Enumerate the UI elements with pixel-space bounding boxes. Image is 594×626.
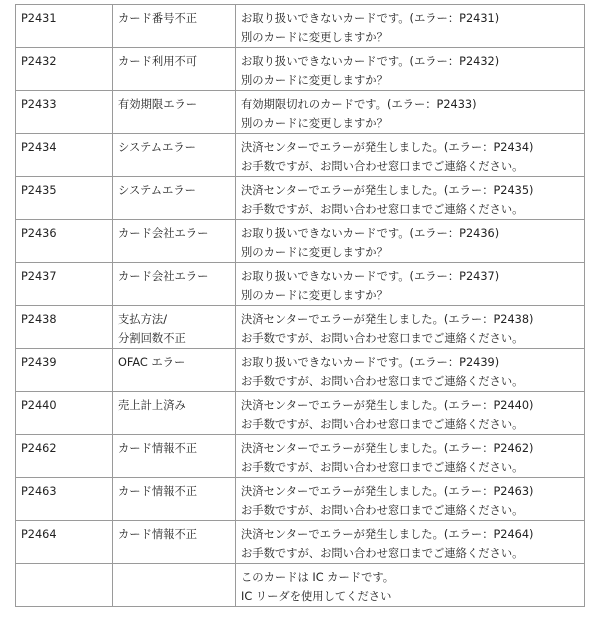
error-message-line: お手数ですが、お問い合わせ窓口までご連絡ください。 bbox=[241, 203, 524, 216]
error-code-cell: P2432 bbox=[16, 48, 113, 91]
error-name-cell bbox=[113, 521, 236, 564]
error-message-line: 別のカードに変更しますか？ bbox=[241, 117, 388, 130]
error-name-cell bbox=[113, 349, 236, 392]
error-code-cell: P2433 bbox=[16, 91, 113, 134]
error-message-line: 有効期限切れのカードです。(エラー：P2433) bbox=[241, 98, 477, 111]
error-message-line: お手数ですが、お問い合わせ窓口までご連絡ください。 bbox=[241, 418, 524, 431]
table-row bbox=[16, 263, 585, 306]
error-name-cell bbox=[113, 91, 236, 134]
error-message-line: 決済センターでエラーが発生しました。(エラー：P2440) bbox=[241, 399, 534, 412]
error-name-line: カード情報不正 bbox=[118, 442, 198, 455]
table-row bbox=[16, 220, 585, 263]
error-message-line: 別のカードに変更しますか？ bbox=[241, 31, 388, 44]
error-code-cell: P2436 bbox=[16, 220, 113, 263]
error-code-cell: P2438 bbox=[16, 306, 113, 349]
error-message-line: お手数ですが、お問い合わせ窓口までご連絡ください。 bbox=[241, 547, 524, 560]
table-row bbox=[16, 306, 585, 349]
error-message-line: 決済センターでエラーが発生しました。(エラー：P2462) bbox=[241, 442, 534, 455]
error-message-cell bbox=[236, 134, 585, 177]
error-message-line: お取り扱いできないカードです。(エラー：P2431) bbox=[241, 12, 500, 25]
error-message-line: お手数ですが、お問い合わせ窓口までご連絡ください。 bbox=[241, 504, 524, 517]
table-row bbox=[16, 521, 585, 564]
error-message-cell bbox=[236, 478, 585, 521]
error-message-line: 決済センターでエラーが発生しました。(エラー：P2434) bbox=[241, 141, 534, 154]
table-row bbox=[16, 478, 585, 521]
error-message-line: お手数ですが、お問い合わせ窓口までご連絡ください。 bbox=[241, 332, 524, 345]
error-message-cell bbox=[236, 564, 585, 607]
error-message-cell bbox=[236, 177, 585, 220]
error-name-cell bbox=[113, 392, 236, 435]
table-row bbox=[16, 91, 585, 134]
error-message-cell bbox=[236, 306, 585, 349]
error-name-cell bbox=[113, 306, 236, 349]
error-name-line: カード会社エラー bbox=[118, 270, 209, 283]
error-code-cell: P2434 bbox=[16, 134, 113, 177]
error-message-cell bbox=[236, 349, 585, 392]
error-message-line: 決済センターでエラーが発生しました。(エラー：P2435) bbox=[241, 184, 534, 197]
error-code-table bbox=[15, 4, 585, 607]
error-message-cell bbox=[236, 263, 585, 306]
error-code-cell: P2435 bbox=[16, 177, 113, 220]
error-message-line: お取り扱いできないカードです。(エラー：P2437) bbox=[241, 270, 500, 283]
error-name-line: カード情報不正 bbox=[118, 485, 198, 498]
error-message-line: お取り扱いできないカードです。(エラー：P2439) bbox=[241, 356, 500, 369]
error-message-cell bbox=[236, 435, 585, 478]
error-name-line: カード番号不正 bbox=[118, 12, 198, 25]
error-code-cell: P2463 bbox=[16, 478, 113, 521]
error-name-line: カード利用不可 bbox=[118, 55, 198, 68]
error-name-line: 支払方法/ bbox=[118, 313, 167, 326]
error-code-cell: P2439 bbox=[16, 349, 113, 392]
error-name-line: システムエラー bbox=[118, 184, 196, 197]
error-name-cell bbox=[113, 478, 236, 521]
error-message-line: 決済センターでエラーが発生しました。(エラー：P2438) bbox=[241, 313, 534, 326]
error-name-line: 分割回数不正 bbox=[118, 332, 186, 345]
error-name-cell bbox=[113, 435, 236, 478]
error-code-cell: P2431 bbox=[16, 5, 113, 48]
error-message-line: お手数ですが、お問い合わせ窓口までご連絡ください。 bbox=[241, 375, 524, 388]
error-code-cell: P2440 bbox=[16, 392, 113, 435]
error-message-line: お手数ですが、お問い合わせ窓口までご連絡ください。 bbox=[241, 160, 524, 173]
table-row bbox=[16, 349, 585, 392]
error-code-cell: P2437 bbox=[16, 263, 113, 306]
error-name-cell bbox=[113, 177, 236, 220]
error-message-cell bbox=[236, 392, 585, 435]
error-message-line: 別のカードに変更しますか？ bbox=[241, 289, 388, 302]
table-row bbox=[16, 392, 585, 435]
error-name-line: カード会社エラー bbox=[118, 227, 209, 240]
error-code-table-container bbox=[15, 4, 584, 607]
error-name-cell bbox=[113, 263, 236, 306]
error-message-line: お手数ですが、お問い合わせ窓口までご連絡ください。 bbox=[241, 461, 524, 474]
error-name-cell bbox=[113, 220, 236, 263]
table-row bbox=[16, 177, 585, 220]
error-name-line: カード情報不正 bbox=[118, 528, 198, 541]
error-name-line: システムエラー bbox=[118, 141, 196, 154]
error-message-cell bbox=[236, 521, 585, 564]
error-name-line: 売上計上済み bbox=[118, 399, 186, 412]
error-message-cell bbox=[236, 5, 585, 48]
error-name-line: 有効期限エラー bbox=[118, 98, 198, 111]
error-message-line: IC リーダを使用してください bbox=[241, 590, 392, 603]
error-name-cell bbox=[113, 48, 236, 91]
table-row bbox=[16, 564, 585, 607]
error-name-cell bbox=[113, 564, 236, 607]
error-message-line: お取り扱いできないカードです。(エラー：P2432) bbox=[241, 55, 500, 68]
error-message-line: お取り扱いできないカードです。(エラー：P2436) bbox=[241, 227, 500, 240]
error-code-table-body bbox=[16, 5, 585, 607]
table-row bbox=[16, 134, 585, 177]
error-message-line: 決済センターでエラーが発生しました。(エラー：P2463) bbox=[241, 485, 534, 498]
error-code-cell: P2462 bbox=[16, 435, 113, 478]
error-message-line: 決済センターでエラーが発生しました。(エラー：P2464) bbox=[241, 528, 534, 541]
error-message-cell bbox=[236, 91, 585, 134]
error-name-cell bbox=[113, 5, 236, 48]
error-code-cell bbox=[16, 564, 113, 607]
error-message-line: 別のカードに変更しますか？ bbox=[241, 246, 388, 259]
table-row bbox=[16, 435, 585, 478]
error-name-line: OFAC エラー bbox=[118, 356, 186, 369]
error-message-line: このカードは IC カードです。 bbox=[241, 571, 395, 584]
error-name-cell bbox=[113, 134, 236, 177]
error-message-cell bbox=[236, 48, 585, 91]
error-code-cell: P2464 bbox=[16, 521, 113, 564]
error-message-cell bbox=[236, 220, 585, 263]
error-message-line: 別のカードに変更しますか？ bbox=[241, 74, 388, 87]
table-row bbox=[16, 48, 585, 91]
table-row bbox=[16, 5, 585, 48]
